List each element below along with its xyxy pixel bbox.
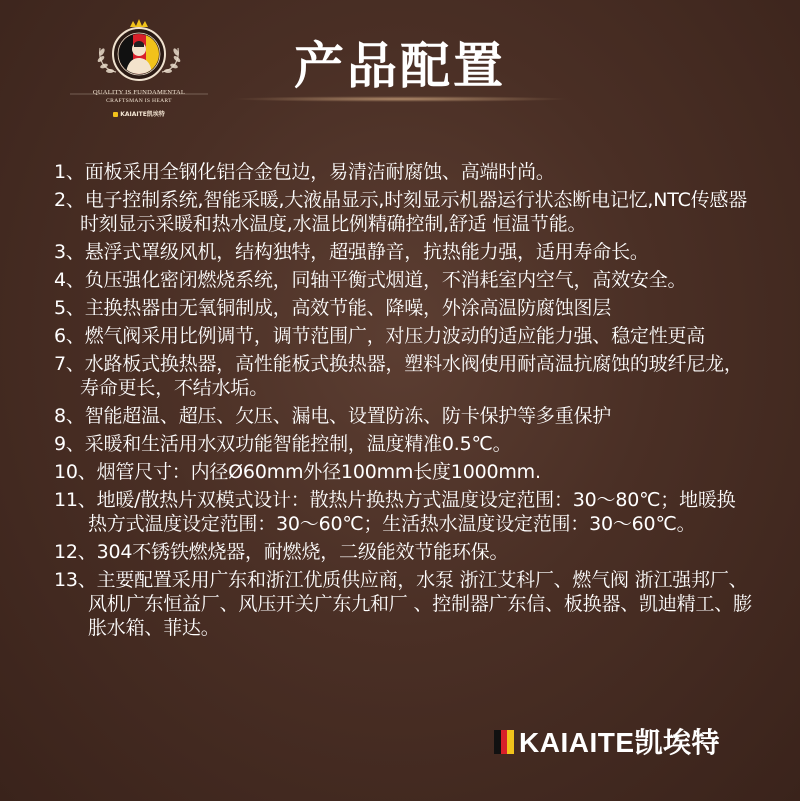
- page-title: 产品配置: [294, 37, 506, 95]
- config-item-number: 5、: [54, 297, 85, 319]
- config-item-number: 13、: [54, 569, 97, 591]
- brand-crest-logo: [64, 12, 214, 132]
- crest-motto-line1: QUALITY IS FUNDAMENTAL: [92, 89, 186, 96]
- config-item-number: 7、: [54, 353, 85, 375]
- config-item-text: 负压强化密闭燃烧系统，同轴平衡式烟道，不消耗室内空气，高效安全。: [84, 269, 687, 291]
- config-item: [54, 296, 754, 320]
- config-item: [54, 540, 754, 564]
- config-item: [54, 268, 754, 292]
- config-item: [54, 160, 754, 184]
- config-item: [54, 488, 754, 536]
- config-item-number: 11、: [54, 489, 97, 511]
- crest-motto-line2: CRAFTSMAN IS HEART: [106, 98, 172, 104]
- config-item-text: 主换热器由无氧铜制成，高效节能、降噪，外涂高温防腐蚀图层: [84, 297, 612, 319]
- crest-brand-text: KAIAITE凯埃特: [120, 111, 165, 118]
- config-item: [54, 404, 754, 428]
- footer-brand-logo: [494, 727, 734, 763]
- german-flag-icon: [494, 730, 514, 754]
- config-item: [54, 460, 754, 484]
- config-item: [54, 432, 754, 456]
- config-item-text: 悬浮式罩级风机，结构独特，超强静音，抗热能力强，适用寿命长。: [84, 241, 649, 263]
- config-item: [54, 352, 754, 400]
- config-item-text: 采暖和生活用水双功能智能控制，温度精准0.5℃。: [84, 433, 512, 455]
- config-item-text: 地暖/散热片双模式设计：散热片换热方式温度设定范围：30～80℃；地暖换热方式温度设定范围：30～60℃；生活热水温度设定范围：30～60℃。: [88, 489, 736, 535]
- crest-brand-label: [64, 109, 214, 118]
- config-item-number: 2、: [54, 189, 85, 211]
- config-item-text: 面板采用全钢化铝合金包边，易清洁耐腐蚀、高端时尚。: [84, 161, 555, 183]
- config-item-text: 智能超温、超压、欠压、漏电、设置防冻、防卡保护等多重保护: [84, 405, 612, 427]
- config-item: [54, 568, 754, 640]
- title-glow-divider: [230, 96, 570, 102]
- config-item-number: 4、: [54, 269, 85, 291]
- config-item-number: 3、: [54, 241, 85, 263]
- config-item: [54, 188, 754, 236]
- config-item-text: 燃气阀采用比例调节，调节范围广，对压力波动的适应能力强、稳定性更高: [84, 325, 706, 347]
- config-item-text: 烟管尺寸：内径Ø60mm外径100mm长度1000mm.: [96, 461, 541, 483]
- header: [0, 0, 800, 140]
- config-item-text: 304不锈铁燃烧器，耐燃烧，二级能效节能环保。: [96, 541, 509, 563]
- config-item-number: 6、: [54, 325, 85, 347]
- brand-mark-icon: [113, 112, 118, 117]
- config-item: [54, 240, 754, 264]
- config-item-text: 水路板式换热器，高性能板式换热器，塑料水阀使用耐高温抗腐蚀的玻纤尼龙，寿命更长，不结水垢。: [80, 353, 743, 399]
- config-list: [54, 160, 754, 644]
- config-item: [54, 324, 754, 348]
- config-item-number: 8、: [54, 405, 85, 427]
- config-item-text: 电子控制系统,智能采暖,大液晶显示,时刻显示机器运行状态断电记忆,NTC传感器时刻显示采暖和热水温度,水温比例精确控制,舒适 恒温节能。: [80, 189, 748, 235]
- config-item-text: 主要配置采用广东和浙江优质供应商，水泵 浙江艾科厂、燃气阀 浙江强邦厂、风机广东恒益厂、风压开关广东九和厂 、控制器广东信、板换器、凯迪精工、膨胀水箱、菲达。: [88, 569, 752, 639]
- footer-logo-text: KAIAITE凯埃特: [519, 727, 721, 758]
- config-item-number: 10、: [54, 461, 97, 483]
- config-item-number: 1、: [54, 161, 85, 183]
- config-item-number: 12、: [54, 541, 97, 563]
- config-item-number: 9、: [54, 433, 85, 455]
